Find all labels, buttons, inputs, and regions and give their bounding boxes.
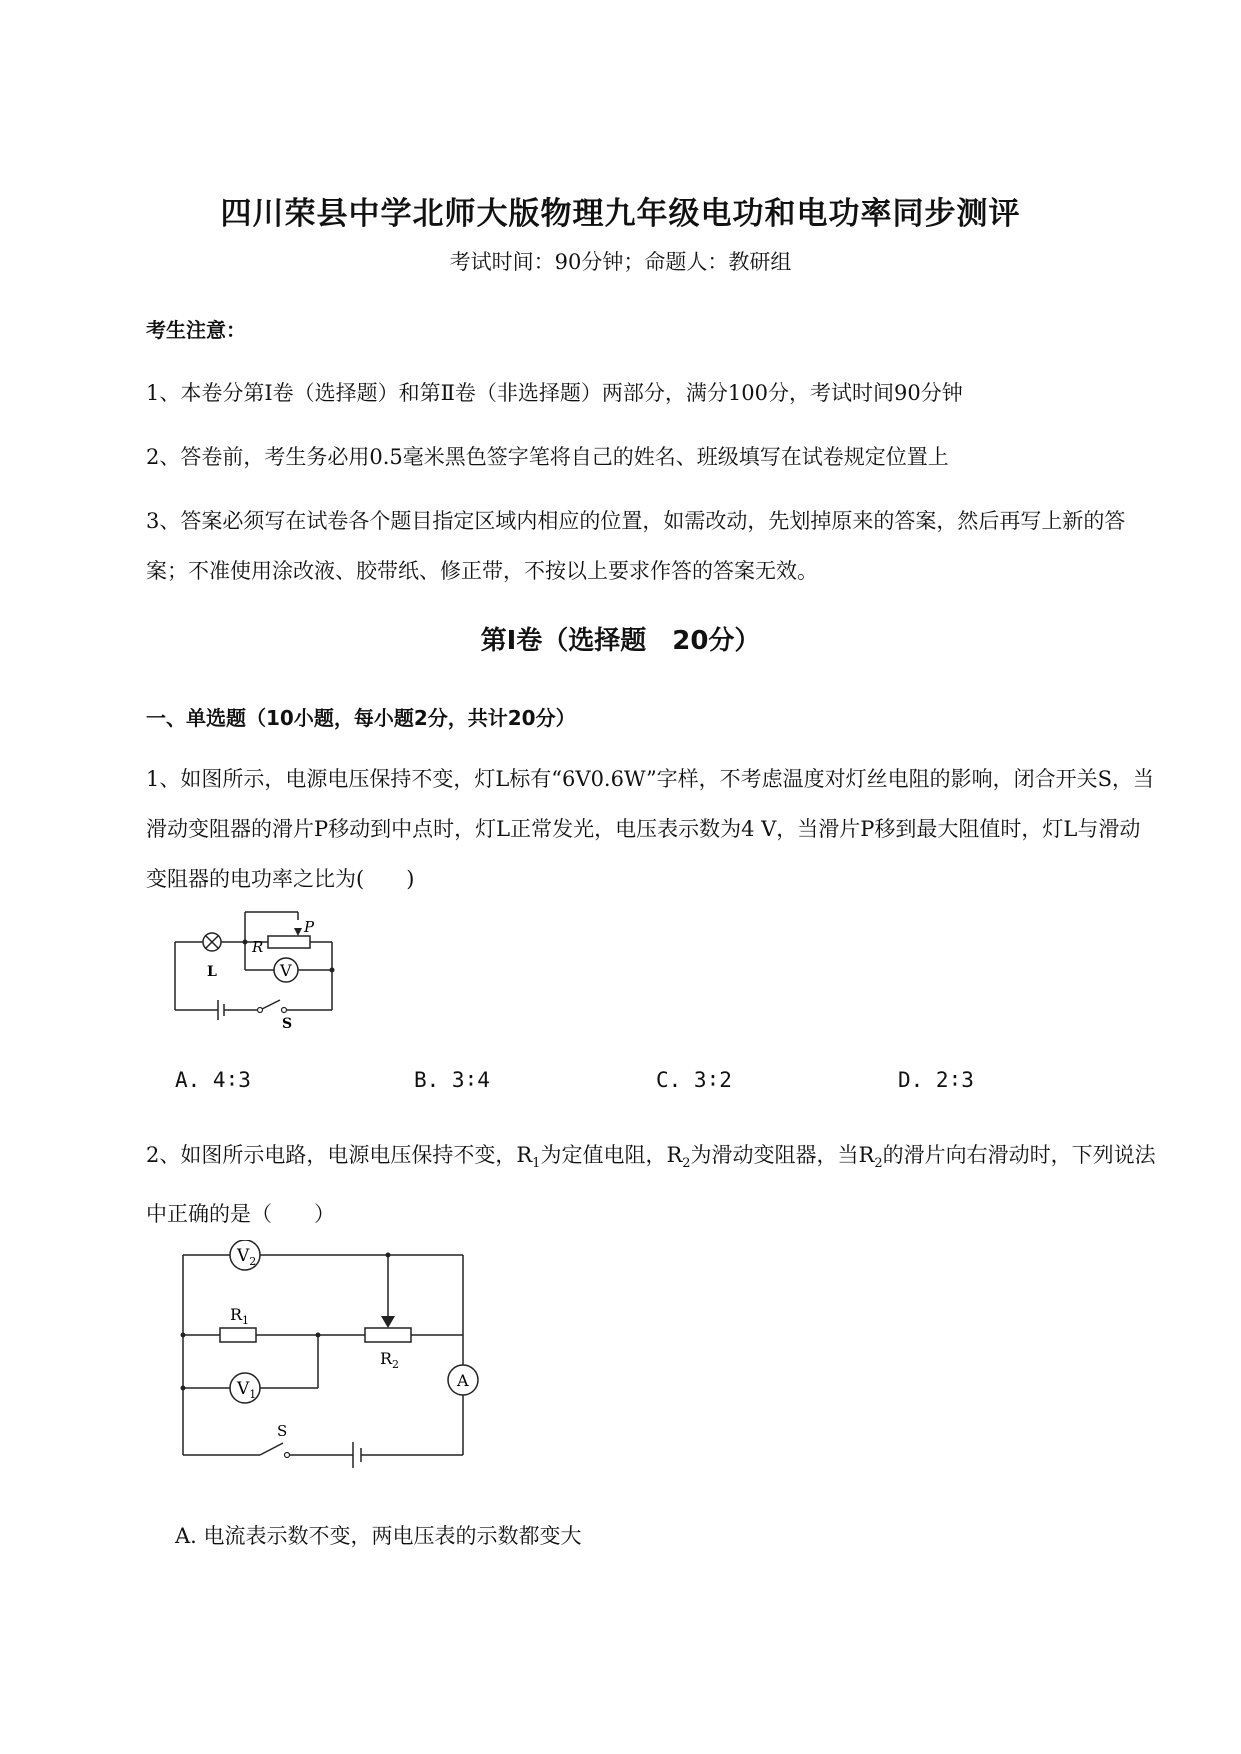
question-2-subscript: 1 <box>532 1156 541 1172</box>
voltmeter-label: V <box>280 961 292 980</box>
question-1-option-d[interactable]: D. 2∶3 <box>898 1068 974 1092</box>
document-title: 四川荣县中学北师大版物理九年级电功和电功率同步测评 <box>220 196 1021 232</box>
r1-letter: R <box>230 1305 243 1324</box>
slider-arrow-icon <box>381 1316 395 1328</box>
question-2-subscript: 2 <box>874 1156 883 1172</box>
ammeter-label: A <box>457 1371 469 1390</box>
lamp-label: L <box>207 964 217 980</box>
question-2-text-part: 为滑动变阻器，当R <box>690 1143 875 1167</box>
voltmeter-2-subscript: 2 <box>249 1255 257 1268</box>
question-2-option-a[interactable]: A. 电流表示数不变，两电压表的示数都变大 <box>175 1524 582 1548</box>
voltmeter-1-letter: V <box>237 1379 250 1399</box>
notice-item-3: 3、答案必须写在试卷各个题目指定区域内相应的位置，如需改动，先划掉原来的答案，然后再写上新的答案；不准使用涂改液、胶带纸、修正带，不按以上要求作答的答案无效。 <box>146 509 1126 583</box>
part-heading: 一、单选题（10小题，每小题2分，共计20分） <box>146 706 576 730</box>
r1-subscript: 1 <box>242 1314 250 1327</box>
notice-heading: 考生注意： <box>146 318 246 342</box>
notice-item-1: 1、本卷分第Ⅰ卷（选择题）和第Ⅱ卷（非选择题）两部分，满分100分，考试时间90分钟 <box>146 381 963 405</box>
question-2-text-part: 为定值电阻，R <box>540 1143 683 1167</box>
question-2-text-part: 2、如图所示电路，电源电压保持不变，R <box>146 1143 533 1167</box>
question-1-option-c[interactable]: C. 3∶2 <box>656 1068 732 1092</box>
voltmeter-2-letter: V <box>237 1246 250 1266</box>
question-1-option-a[interactable]: A. 4∶3 <box>175 1068 251 1092</box>
notice-item-2: 2、答卷前，考生务必用0.5毫米黑色签字笔将自己的姓名、班级填写在试卷规定位置上 <box>146 445 949 469</box>
section-title: 第Ⅰ卷（选择题 20分） <box>480 626 761 656</box>
question-1-option-b[interactable]: B. 3∶4 <box>414 1068 490 1092</box>
r2-label <box>380 1349 399 1371</box>
voltmeter-1-subscript: 1 <box>249 1388 257 1401</box>
slider-label: P <box>304 918 315 936</box>
r1-label <box>230 1305 249 1327</box>
switch-label: S <box>282 1016 293 1030</box>
question-2-text <box>146 1130 1156 1239</box>
r2-letter: R <box>380 1349 393 1368</box>
exam-info: 考试时间：90分钟；命题人：教研组 <box>449 250 792 274</box>
slider-arrow-icon <box>294 928 302 936</box>
switch-label: S <box>277 1422 288 1440</box>
question-2-subscript: 2 <box>682 1156 691 1172</box>
r2-subscript: 2 <box>392 1358 400 1371</box>
question-2-circuit-figure <box>175 1240 495 1475</box>
question-1-circuit-figure <box>160 900 360 1030</box>
rheostat-label: R <box>252 938 264 956</box>
question-2-text-part: 的滑片向右滑动时，下列说法中正确的是（ ） <box>146 1143 1156 1227</box>
question-1-text: 1、如图所示，电源电压保持不变，灯L标有“6V0.6W”字样，不考虑温度对灯丝电阻的影响，闭合开关S，当滑动变阻器的滑片P移动到中点时，灯L正常发光，电压表示数为4 V，当滑片P移到最大阻值时，灯L与滑动变阻器的电功率之比为( ) <box>146 767 1155 891</box>
